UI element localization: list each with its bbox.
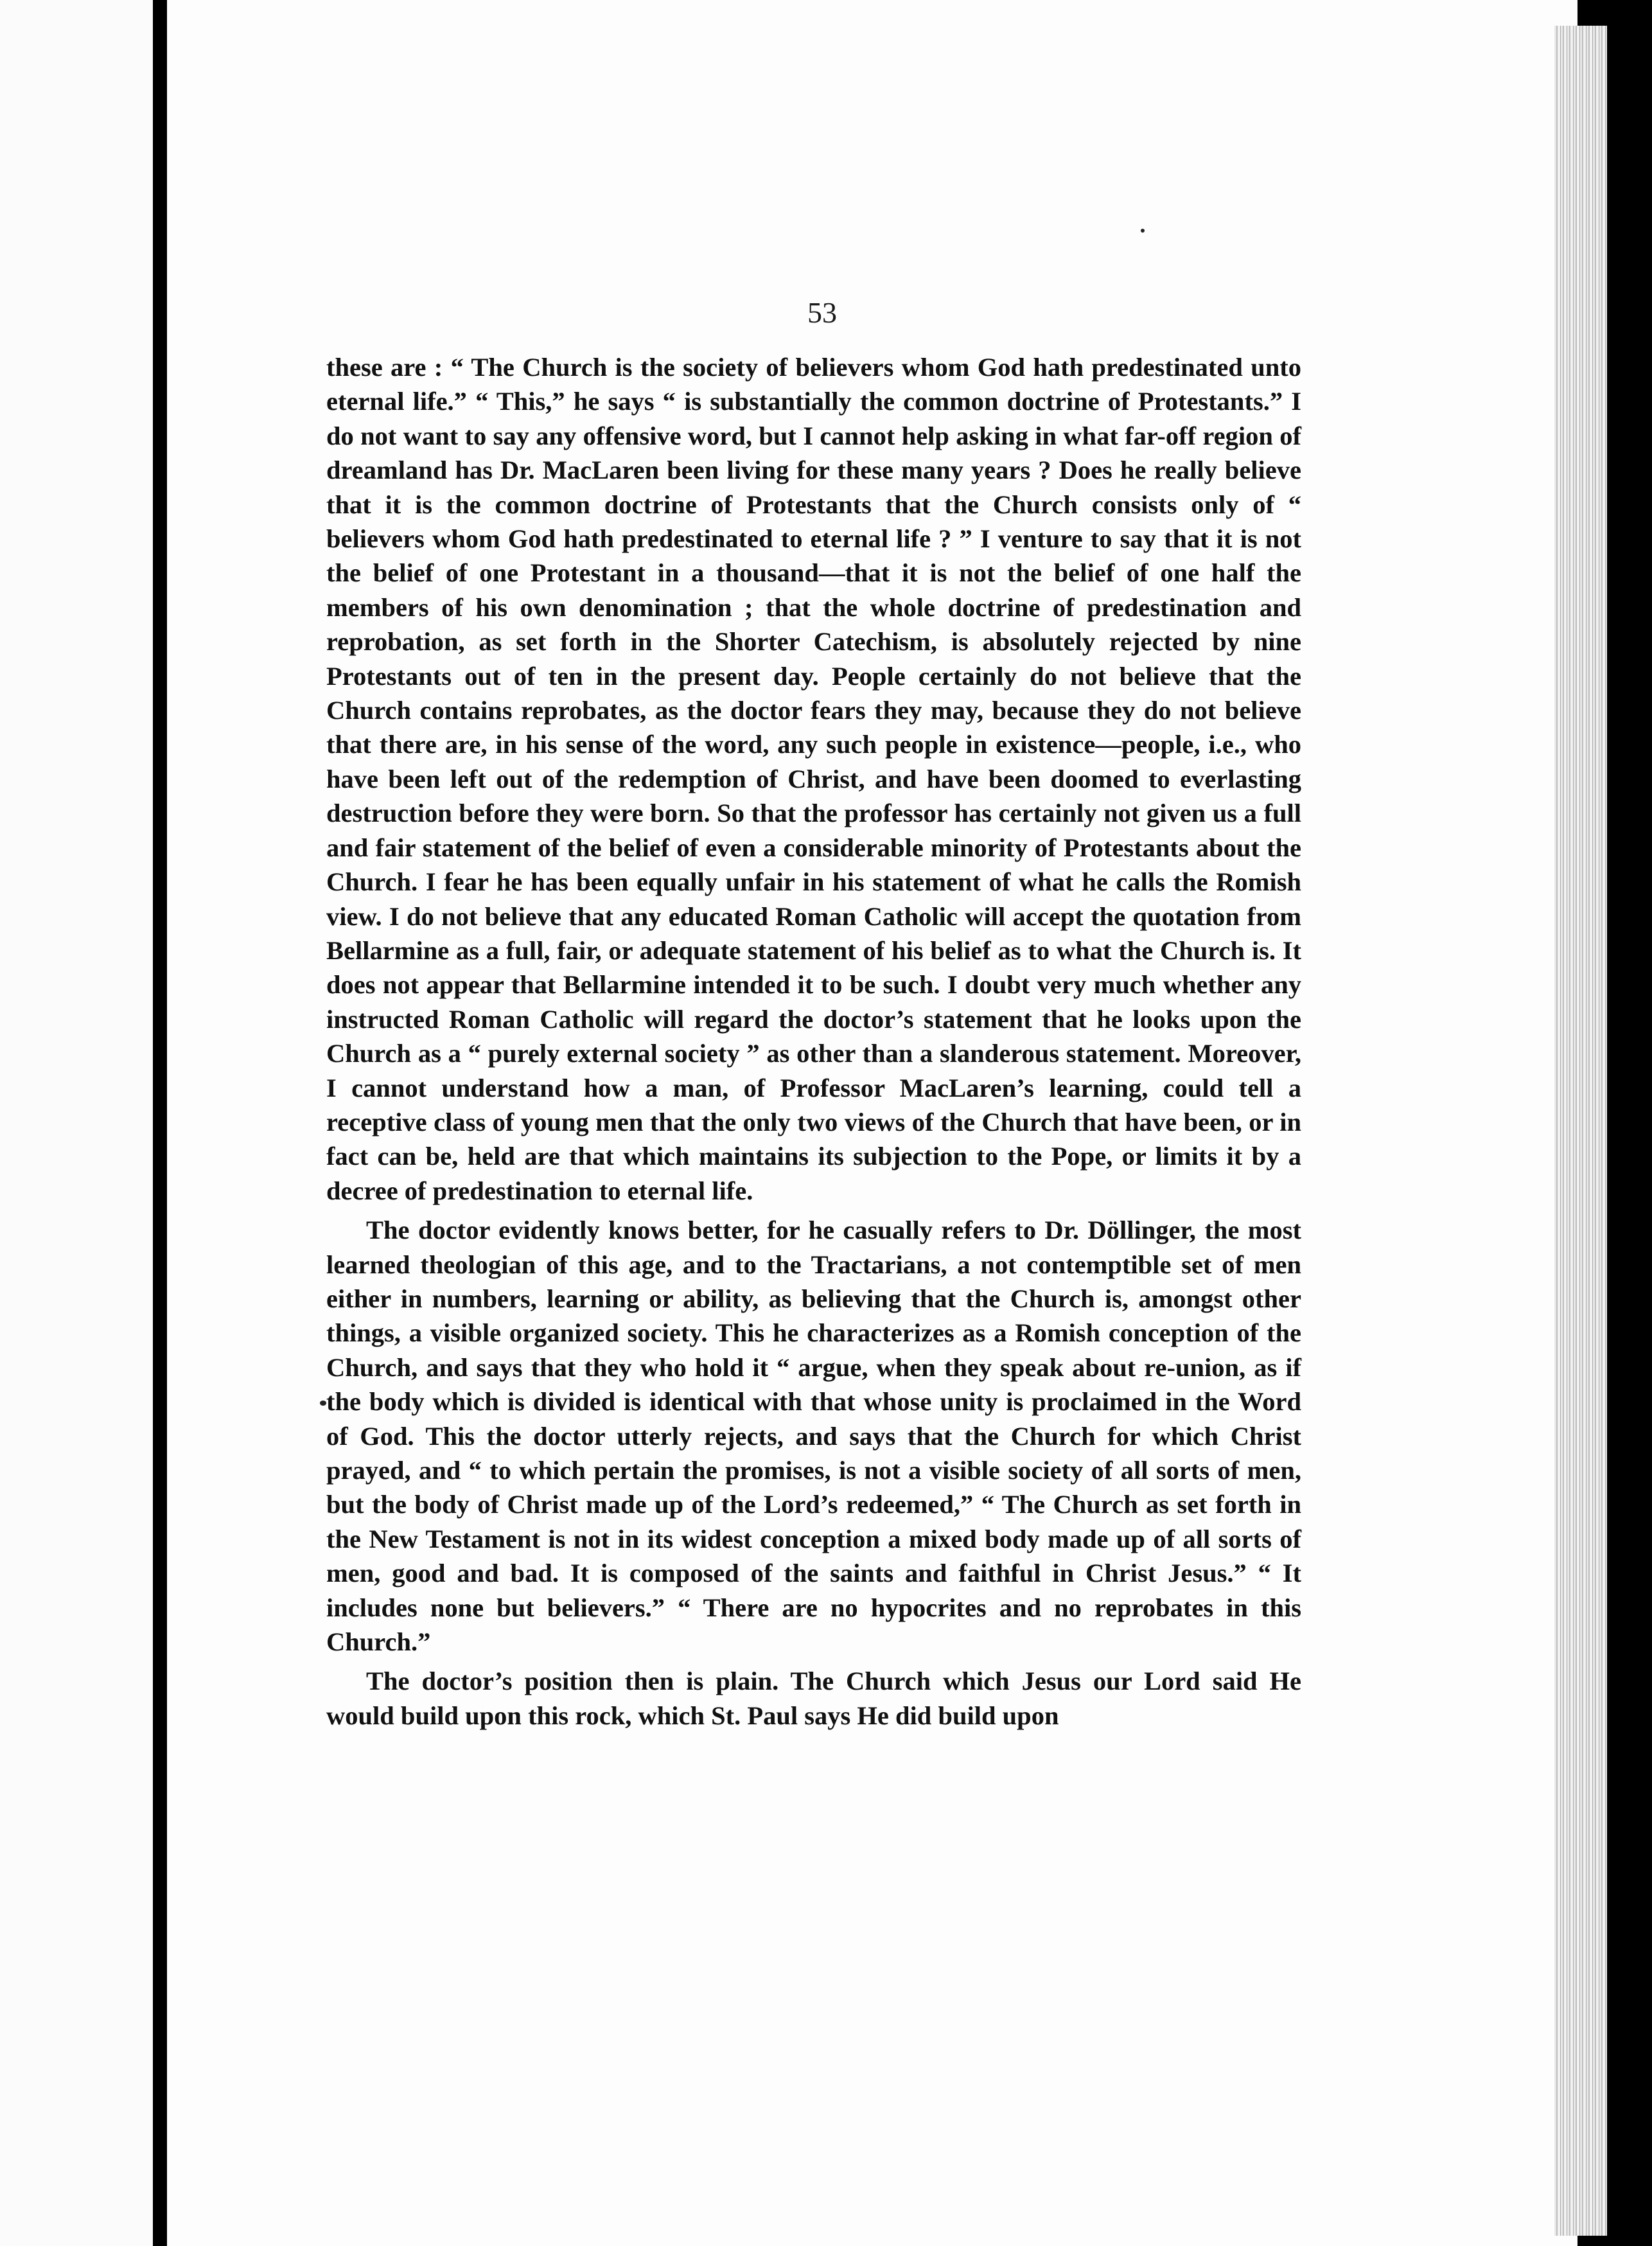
stray-dot: [1141, 229, 1145, 233]
page-number: 53: [807, 296, 837, 329]
page-edges: [1554, 26, 1607, 2236]
paragraph: these are : “ The Church is the society of believers whom God hath predestinated unto eternal life.” “ This,” he says “ is substantially the common doctrine of Protestants.” I do not want to say any offensive word, but I cannot help asking in what far-off region of dreamland has Dr. MacLaren been living for these many years ? Does he really believe that it is the common doctrine of Protestants that the Church consists only of “ believers whom God hath predestinated to eternal life ? ” I venture to say that it is not the belief of one Protestant in a thousand—that it is not the belief of one half the members of his own denomination ; that the whole doctrine of predestination and reprobation, as set forth in the Shorter Catechism, is absolutely rejected by nine Protestants out of ten in the present day. People certainly do not believe that the Church contains reprobates, as the doctor fears they may, because they do not believe that there are, in his sense of the word, any such people in existence—people, i.e., who have been left out of the redemption of Christ, and have been doomed to everlasting destruction before they were born. So that the professor has certainly not given us a full and fair statement of the belief of even a considerable minority of Protestants about the Church. I fear he has been equally unfair in his statement of what he calls the Romish view. I do not believe that any educated Roman Catholic will accept the quotation from Bellarmine as a full, fair, or adequate statement of his belief as to what the Church is. It does not appear that Bellarmine intended it to be such. I doubt very much whether any instructed Roman Catholic will regard the doctor’s statement that he looks upon the Church as a “ purely external society ” as other than a slanderous statement. Moreover, I cannot understand how a man, of Professor MacLaren’s learning, could tell a receptive class of young men that the only two views of the Church that have been, or in fact can be, held are that which maintains its subjection to the Pope, or limits it by a decree of predestination to eternal life.: [326, 353, 1301, 1205]
paragraph: The doctor evidently knows better, for he casually refers to Dr. Döllinger, the most learned theologian of this age, and to the Tractarians, a not contemptible set of men either in numbers, learning or ability, as believing that the Church is, amongst other things, a visible organized society. This he characterizes as a Romish conception of the Church, and says that they who hold it “ argue, when they speak about re-union, as if the body which is divided is identical with that whose unity is proclaimed in the Word of God. This the doctor utterly rejects, and says that the Church for which Christ prayed, and “ to which pertain the promises, is not a visible society of all sorts of men, but the body of Christ made up of the Lord’s redeemed,” “ The Church as set forth in the New Testament is not in its widest conception a mixed body made up of all sorts of men, good and bad. It is composed of the saints and faithful in Christ Jesus.” “ It includes none but believers.” “ There are no hypocrites and no reprobates in this Church.”: [326, 1216, 1301, 1657]
scan-border: [1607, 0, 1652, 2246]
stray-dot: [320, 1401, 326, 1406]
facing-page-margin: [0, 0, 153, 2246]
book-gutter: [153, 0, 167, 2246]
body-text: [326, 350, 1301, 1733]
paragraph: The doctor’s position then is plain. The Church which Jesus our Lord said He would build upon this rock, which St. Paul says He did build upon: [326, 1667, 1301, 1730]
